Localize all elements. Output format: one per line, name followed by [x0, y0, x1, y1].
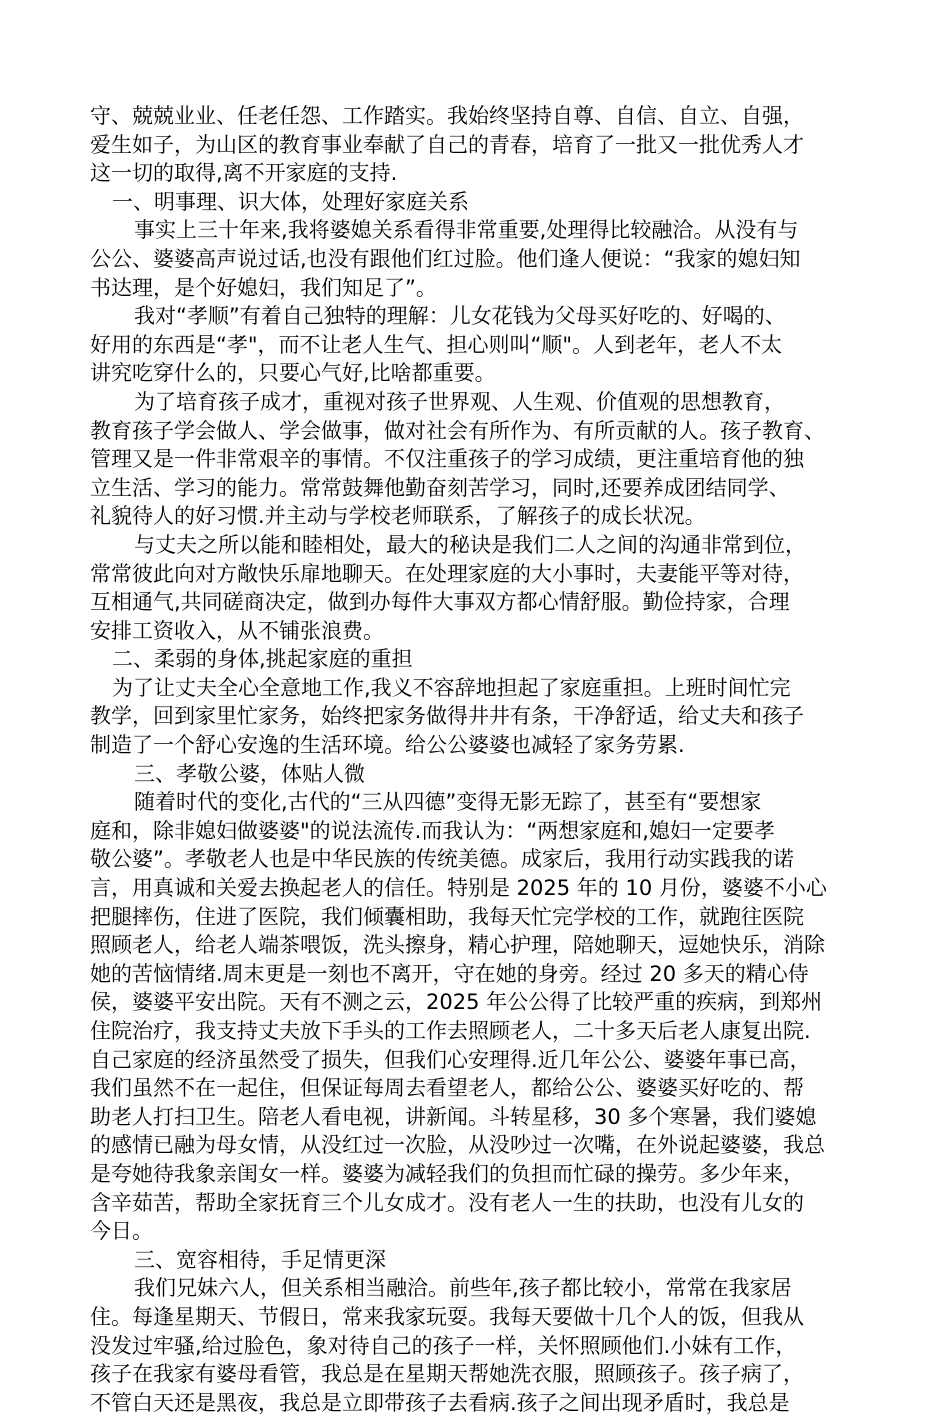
paragraph: [90, 102, 870, 188]
paragraph: [90, 645, 870, 674]
text-line: 含辛茹苦，帮助全家抚育三个儿女成才。没有老人一生的扶助，也没有儿女的: [90, 1190, 804, 1215]
text-line: 教育孩子学会做人、学会做事，做对社会有所作为、有所贡献的人。孩子教育、: [90, 418, 825, 443]
text-line: 把腿摔伤，住进了医院，我们倾囊相助，我每天忙完学校的工作，就跑往医院: [90, 904, 804, 929]
paragraph: [90, 302, 870, 388]
text-line: 这一切的取得,离不开家庭的支持.: [90, 161, 398, 186]
text-line: 住院治疗，我支持丈夫放下手头的工作去照顾老人，二十多天后老人康复出院.: [90, 1019, 811, 1043]
text-line: 制造了一个舒心安逸的生活环境。给公公婆婆也减轻了家务劳累.: [90, 733, 685, 758]
text-line: 照顾老人，给老人端茶喂饭，洗头擦身，精心护理，陪她聊天，逗她快乐，消除: [90, 933, 825, 958]
text-line: 是夸她待我象亲闺女一样。婆婆为减轻我们的负担而忙碌的操劳。多少年来，: [90, 1161, 804, 1186]
text-line: 孩子在我家有婆母看管，我总是在星期天帮她洗衣服，照顾孩子。孩子病了，: [90, 1362, 804, 1387]
paragraph: [90, 216, 870, 302]
document-body: [90, 102, 870, 1417]
text-line: 爱生如子，为山区的教育事业奉献了自己的青春，培育了一批又一批优秀人才: [90, 132, 804, 157]
text-line: 公公、婆婆高声说过话,也没有跟他们红过脸。他们逢人便说：“我家的媳妇知: [90, 246, 801, 271]
text-line: 讲究吃穿什么的，只要心气好,比啥都重要。: [90, 361, 496, 386]
text-line: 三、宽容相待，手足情更深: [134, 1247, 386, 1272]
paragraph: [90, 188, 870, 217]
text-line: 为了让丈夫全心全意地工作,我义不容辞地担起了家庭重担。上班时间忙完: [112, 675, 791, 700]
text-line: 三、孝敬公婆，体贴人微: [134, 761, 365, 786]
text-line: 互相通气,共同磋商决定，做到办每件大事双方都心情舒服。勤俭持家，合理: [90, 590, 790, 615]
text-line: 没发过牢骚,给过脸色，象对待自己的孩子一样，关怀照顾他们.小妹有工作，: [90, 1333, 797, 1358]
text-line: 我们兄妹六人，但关系相当融洽。前些年,孩子都比较小，常常在我家居: [134, 1276, 792, 1301]
text-line: 守、兢兢业业、任老任怨、工作踏实。我始终坚持自尊、自信、自立、自强，: [90, 104, 804, 128]
paragraph: [90, 388, 870, 531]
text-line: 一、明事理、识大体，处理好家庭关系: [112, 189, 469, 214]
text-line: 今日。: [90, 1219, 153, 1244]
text-line: 自己家庭的经济虽然受了损失，但我们心安理得.近几年公公、婆婆年事已高，: [90, 1047, 811, 1072]
paragraph: [90, 788, 870, 1246]
text-line: 安排工资收入，从不铺张浪费。: [90, 618, 384, 643]
paragraph: [90, 1274, 870, 1417]
text-line: 我对“孝顺”有着自己独特的理解：儿女花钱为父母买好吃的、好喝的、: [134, 304, 786, 329]
text-line: 书达理，是个好媳妇，我们知足了”。: [90, 275, 437, 300]
text-line: 我们虽然不在一起住，但保证每周去看望老人，都给公公、婆婆买好吃的、帮: [90, 1076, 804, 1101]
text-line: 二、柔弱的身体,挑起家庭的重担: [112, 647, 413, 672]
text-line: 她的苦恼情绪.周末更是一刻也不离开，守在她的身旁。经过 20 多天的精心侍: [90, 961, 809, 986]
text-line: 庭和，除非媳妇做婆婆"的说法流传.而我认为：“两想家庭和,媳妇一定要孝: [90, 818, 775, 843]
text-line: 住。每逢星期天、节假日，常来我家玩耍。我每天要做十几个人的饭，但我从: [90, 1304, 804, 1329]
text-line: 助老人打扫卫生。陪老人看电视，讲新闻。斗转星移，30 多个寒暑，我们婆媳: [90, 1104, 817, 1129]
text-line: 言，用真诚和关爱去换起老人的信任。特别是 2025 年的 10 月份，婆婆不小心: [90, 876, 827, 901]
paragraph: [90, 760, 870, 789]
text-line: 教学，回到家里忙家务，始终把家务做得井井有条，干净舒适，给丈夫和孩子: [90, 704, 804, 729]
paragraph: [90, 531, 870, 645]
text-line: 随着时代的变化,古代的“三从四德”变得无影无踪了，甚至有“要想家: [134, 790, 762, 815]
text-line: 好用的东西是“孝"，而不让老人生气、担心则叫“顺"。人到老年，老人不太: [90, 332, 783, 357]
text-line: 敬公婆”。孝敬老人也是中华民族的传统美德。成家后，我用行动实践我的诺: [90, 847, 794, 872]
paragraph: [90, 1246, 870, 1275]
paragraph: [90, 674, 870, 760]
text-line: 侯，婆婆平安出院。天有不测之云，2025 年公公得了比较严重的疾病，到郑州: [90, 990, 823, 1015]
text-line: 事实上三十年来,我将婆媳关系看得非常重要,处理得比较融洽。从没有与: [134, 218, 799, 243]
text-line: 为了培育孩子成才，重视对孩子世界观、人生观、价值观的思想教育，: [134, 389, 785, 414]
text-line: 常常彼此向对方敞快乐扉地聊天。在处理家庭的大小事时，夫妻能平等对待，: [90, 561, 804, 586]
text-line: 与丈夫之所以能和睦相处，最大的秘诀是我们二人之间的沟通非常到位，: [134, 532, 806, 557]
text-line: 的感情已融为母女情，从没红过一次脸，从没吵过一次嘴，在外说起婆婆，我总: [90, 1133, 825, 1158]
text-line: 立生活、学习的能力。常常鼓舞他勤奋刻苦学习，同时,还要养成团结同学、: [90, 475, 790, 500]
text-line: 不管白天还是黑夜，我总是立即带孩子去看病.孩子之间出现矛盾时，我总是: [90, 1390, 790, 1415]
text-line: 礼貌待人的好习惯.并主动与学校老师联系，了解孩子的成长状况。: [90, 504, 706, 529]
text-line: 管理又是一件非常艰辛的事情。不仅注重孩子的学习成绩，更注重培育他的独: [90, 447, 804, 472]
